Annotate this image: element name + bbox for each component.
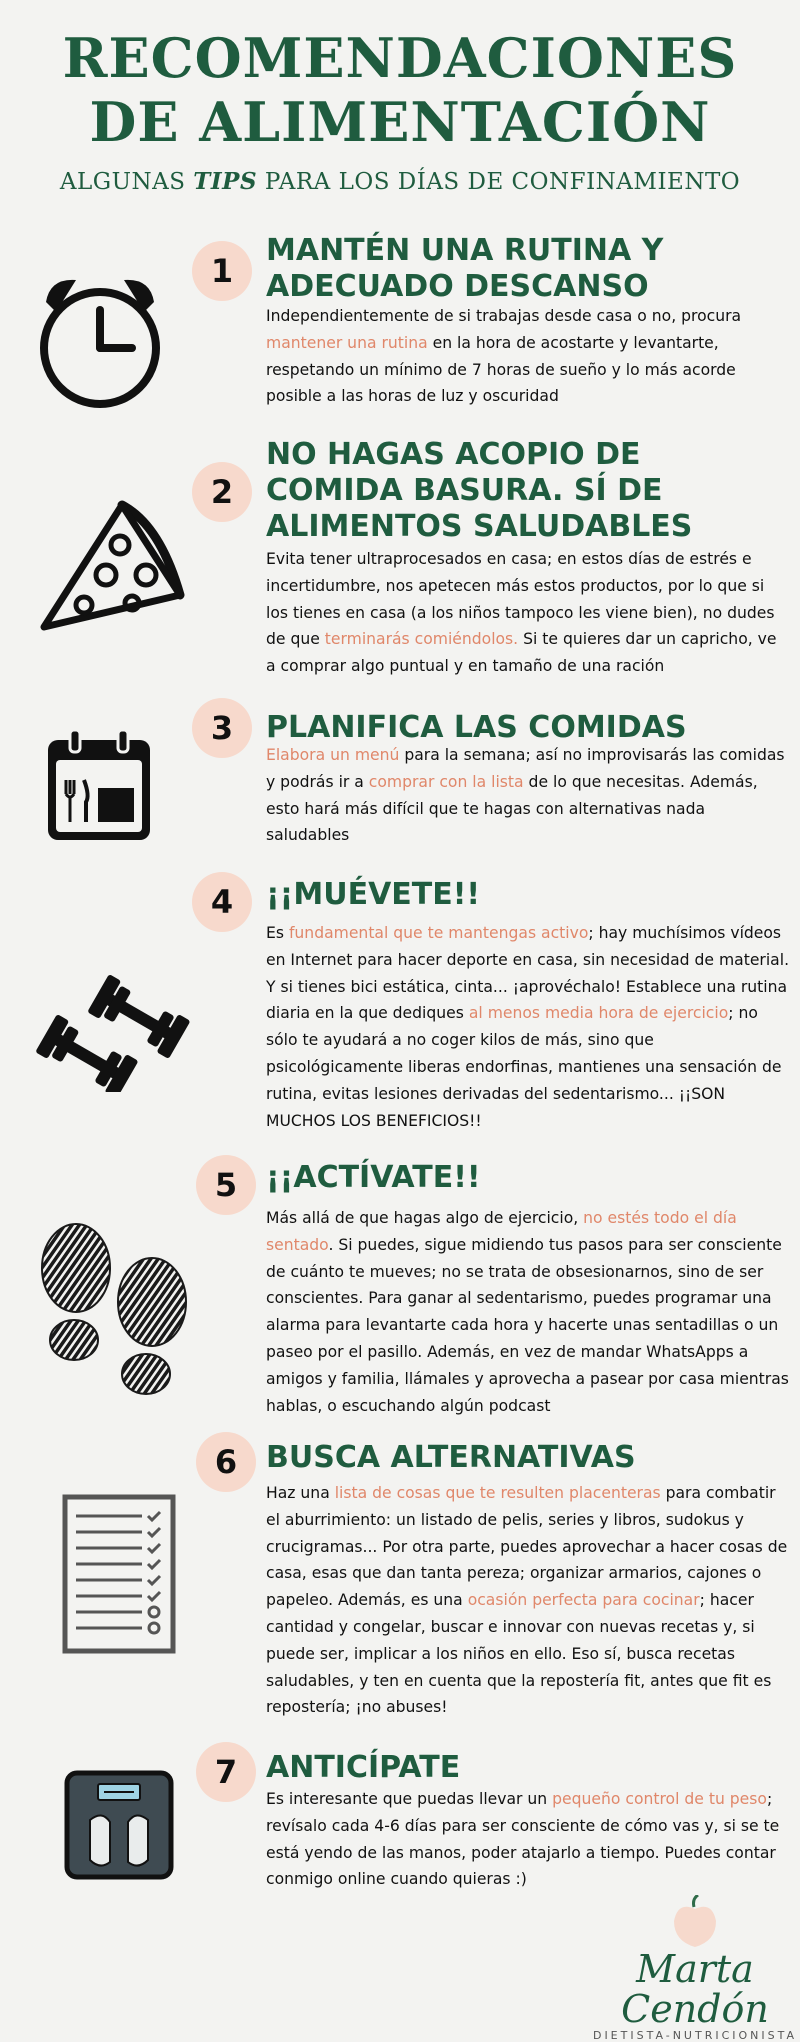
section-heading [266,710,786,746]
body-text: ; hacer cantidad y congelar, buscar e innovar con nuevas recetas y, si puede ser, implicar a los niños en ello. Eso sí, busca recetas saludables, y ten en cuenta que la repostería fit, antes que fit es repostería; ¡no abuses! [266,1591,772,1717]
subtitle-post: PARA LOS DÍAS DE CONFINAMIENTO [264,169,741,195]
highlighted-text: pequeño control de tu peso [552,1790,767,1808]
section-heading-line: ¡¡MUÉVETE!! [266,877,481,912]
body-text: Más allá de que hagas algo de ejercicio, [266,1209,584,1227]
highlighted-text: terminarás comiéndolos. [324,630,519,649]
section-body [266,303,790,410]
section-heading-line: BUSCA ALTERNATIVAS [266,1440,636,1475]
body-text: Haz una [266,1484,335,1502]
highlighted-text: ocasión perfecta para cocinar [467,1591,700,1610]
pizza-slice-icon [36,495,186,637]
body-text: ; hay muchísimos vídeos en Internet para hacer deporte en casa, sin necesidad de material. Y si tienes bici estática, cinta... ¡aprovéchalo! Establece una rutina diaria en la que dediques [266,924,790,1023]
section-number-badge: 5 [196,1155,256,1215]
section-body [266,920,790,1134]
body-text: ; no sólo te ayudará a no coger kilos de más, sino que psicológicamente liberas endorfinas, mantienes una sensación de rutina, evitas lesiones derivadas del sedentarismo... ¡¡SON MUCHOS LOS BENEFICIOS!! [266,1004,782,1130]
section-heading [266,877,786,913]
body-text: . Si puedes, sigue midiendo tus pasos para ser consciente de cuánto te mueves; no se trata de obsesionarnos, sino de ser conscientes. Para ganar al sedentarismo, puedes programar una alarma para levantarte cada hora y hacerte unas sentadillas o un paseo por el pasillo. Además, en vez de mandar WhatsApps a amigos y familia, llámales y aprovecha a pasear por casa mientras hablas, o escuchando algún podcast [266,1235,789,1415]
checklist-icon [62,1494,176,1654]
section-body [266,1205,790,1419]
section-heading-line: ANTICÍPATE [266,1750,461,1785]
subtitle-pre: ALGUNAS [59,169,186,195]
section-heading-line: ADECUADO DESCANSO [266,269,649,304]
body-text: Si te quieres dar un capricho, ve a comprar algo puntual y en tamaño de una ración [266,630,777,676]
title-line-2: DE ALIMENTACIÓN [89,90,711,154]
brand-logo [590,1895,800,2042]
section-number-badge: 7 [196,1742,256,1802]
section-body [266,742,790,849]
body-text: Es [266,924,289,942]
apple-logo-icon [670,1895,720,1949]
body-text: Independientemente de si trabajas desde casa o no, procura [266,307,742,325]
body-text: en la hora de acostarte y levantarte, respetando un mínimo de 7 horas de sueño y lo más acorde posible a las horas de luz y oscuridad [266,333,736,406]
section-number-badge: 4 [192,872,252,932]
brand-name: Marta Cendón [621,1947,769,2031]
highlighted-text: fundamental que te mantengas activo [288,924,589,942]
body-text: Evita tener ultraprocesados en casa; en estos días de estrés e incertidumbre, nos apetecen más estos productos, por lo que si los tienes en casa (a los niños tampoco les viene bien), no dudes de que [266,550,775,649]
section-heading-line: MANTÉN UNA RUTINA Y [266,233,664,268]
highlighted-text: Elabora un menú [266,746,400,764]
section-number-badge: 1 [192,241,252,301]
section-heading [266,1750,786,1786]
section-heading [266,1440,786,1476]
body-text: Es interesante que puedas llevar un [266,1790,553,1808]
footprints-icon [28,1222,198,1402]
highlighted-text: lista de cosas que te resulten placenteras [334,1484,661,1502]
body-text: para la semana; así no improvisarás las comidas y podrás ir a [266,746,785,791]
highlighted-text: comprar con la lista [368,772,524,791]
section-heading-line: COMIDA BASURA. SÍ DE [266,473,663,508]
title-line-1: RECOMENDACIONES [62,26,738,90]
section-heading [266,233,786,305]
section-number-badge: 3 [192,698,252,758]
section-heading [266,437,786,545]
highlighted-text: mantener una rutina [266,333,428,352]
section-heading-line: ¡¡ACTÍVATE!! [266,1160,481,1195]
section-number-badge: 2 [192,462,252,522]
section-heading-line: NO HAGAS ACOPIO DE [266,437,641,472]
page-title [0,26,800,154]
page-subtitle [0,168,800,195]
dumbbells-icon [26,972,198,1092]
section-body [266,546,790,680]
body-text: ; revísalo cada 4-6 días para ser consciente de cómo vas y, si se te está yendo de las manos, poder atajarlo a tiempo. Puedes contar conmigo online cuando quieras :) [266,1790,780,1889]
alarm-clock-icon [36,272,164,412]
calendar-cutlery-icon [44,726,154,844]
body-text: para combatir el aburrimiento: un listado de pelis, series y libros, sudokus y crucigramas... Por otra parte, puedes aprovechar a hacer cosas de casa, esas que dan tanta pereza; organizar armarios, cajones o papeleo. Además, es una [266,1484,788,1610]
highlighted-text: no estés todo el día sentado [266,1209,737,1254]
section-body [266,1786,790,1893]
section-heading [266,1160,786,1196]
section-body [266,1480,790,1721]
brand-role: DIETISTA-NUTRICIONISTA [592,2029,798,2042]
body-text: de lo que necesitas. Además, esto hará más difícil que te hagas con alternativas nada saludables [266,772,758,845]
section-number-badge: 6 [196,1432,256,1492]
section-heading-line: ALIMENTOS SALUDABLES [266,509,693,544]
highlighted-text: al menos media hora de ejercicio [468,1004,729,1023]
section-heading-line: PLANIFICA LAS COMIDAS [266,710,687,745]
weighing-scale-icon [64,1770,174,1880]
subtitle-em: TIPS [193,168,258,195]
